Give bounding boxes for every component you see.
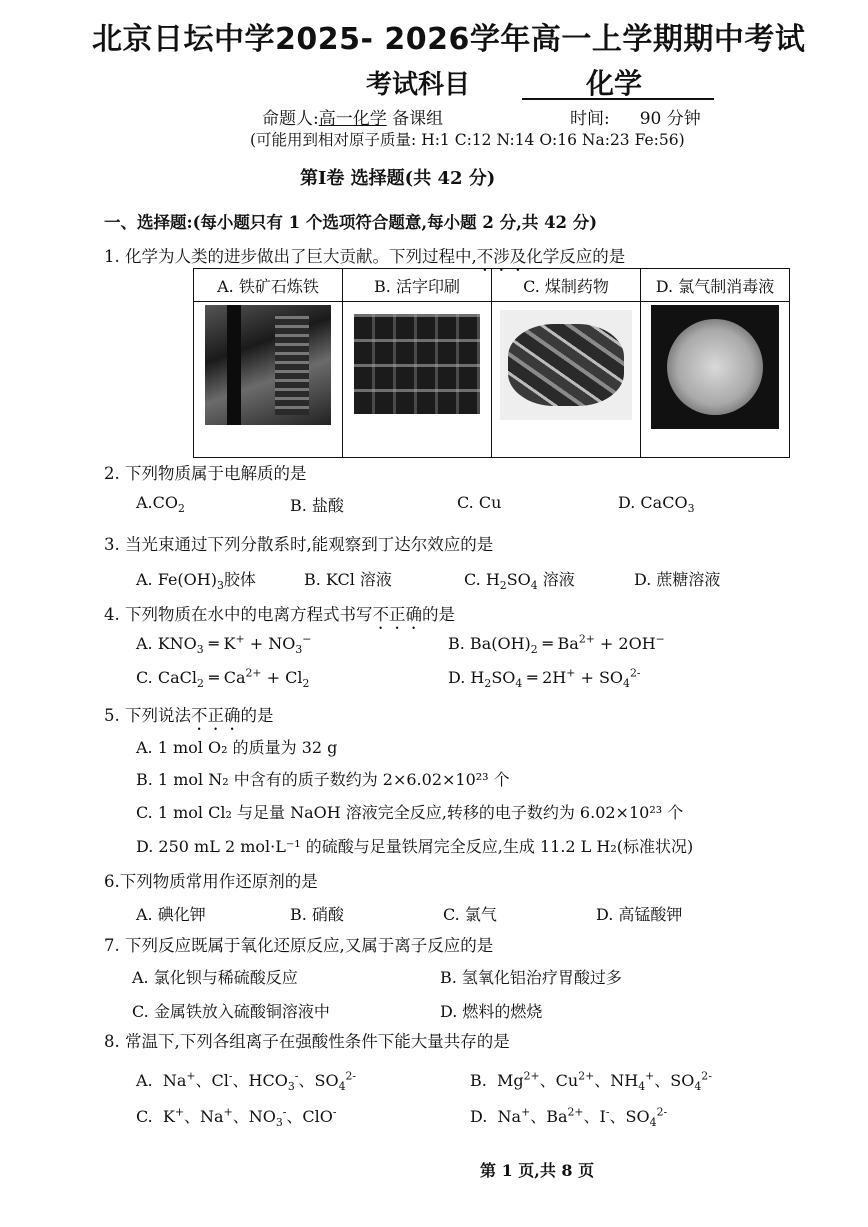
question-8-stem: 8. 常温下,下列各组离子在强酸性条件下能大量共存的是 bbox=[104, 1032, 510, 1051]
question-8-option-d: D. Na+、$Ba^{2+}$、I-、$SO_4^{2-}$ bbox=[470, 1105, 668, 1130]
question-1-image-table bbox=[193, 268, 790, 458]
part-heading: 一、选择题:(每小题只有 1 个选项符合题意,每小题 2 分,共 42 分) bbox=[104, 213, 598, 232]
time-info bbox=[570, 104, 701, 129]
coal-medicine-photo bbox=[500, 310, 632, 420]
stem-text: 化学反应的是 bbox=[526, 247, 626, 266]
question-5-option-d: D. 250 mL 2 mol·L⁻¹ 的硫酸与足量铁屑完全反应,生成 11.2 L H₂(标准状况) bbox=[136, 837, 694, 856]
question-5-option-a: A. 1 mol O₂ 的质量为 32 g bbox=[136, 738, 338, 757]
question-8-option-b: B. $Mg^{2+}$、$Cu^{2+}$、$NH_4^+$、$SO_4^{2-}$ bbox=[470, 1069, 712, 1094]
option-d-image-cell bbox=[641, 302, 790, 458]
subject-value: 化学 bbox=[586, 67, 643, 100]
subject-underline bbox=[522, 98, 714, 100]
question-4-option-a: A. $KNO_3$ ═ $K^+ + NO_3^-$ bbox=[136, 632, 312, 657]
question-6-option-c: C. 氯气 bbox=[443, 905, 497, 924]
question-7-option-a: A. 氯化钡与稀硫酸反应 bbox=[132, 968, 298, 987]
option-b-image-cell bbox=[343, 302, 492, 458]
question-7-option-b: B. 氢氧化铝治疗胃酸过多 bbox=[440, 968, 622, 987]
option-a-label: A. 铁矿石炼铁 bbox=[194, 269, 343, 302]
question-7-option-c: C. 金属铁放入硫酸铜溶液中 bbox=[132, 1002, 330, 1021]
question-4-option-b: B. $Ba(OH)_2$ ═ $Ba^{2+} + 2OH^-$ bbox=[448, 632, 665, 657]
stem-text: 化学为人类的进步做出了巨大贡献。下列过程中, bbox=[125, 247, 477, 266]
stem-text: 的是 bbox=[422, 605, 455, 624]
setter-label: 命题人: bbox=[262, 109, 319, 129]
question-8-option-c: C. K+、Na+、$NO_3^-$、ClO- bbox=[136, 1105, 337, 1130]
question-2-option-d bbox=[618, 493, 695, 516]
stem-text: 5. 下列说法 bbox=[104, 706, 191, 725]
question-3-option-d: D. 蔗糖溶液 bbox=[634, 570, 721, 589]
setter-value: 高一化学 bbox=[318, 109, 387, 129]
option-c-image-cell bbox=[492, 302, 641, 458]
subscript: 4 bbox=[530, 579, 538, 593]
question-5-option-b: B. 1 mol N₂ 中含有的质子数约为 2×6.02×10²³ 个 bbox=[136, 770, 510, 789]
question-6-stem: 6.下列物质常用作还原剂的是 bbox=[104, 872, 318, 891]
time-value: 90 分钟 bbox=[639, 109, 701, 129]
question-6-option-d: D. 高锰酸钾 bbox=[596, 905, 683, 924]
option-text: A.CO bbox=[136, 493, 178, 512]
option-b-label: B. 活字印刷 bbox=[343, 269, 492, 302]
emphasis-text: 不正确 bbox=[191, 706, 241, 725]
option-text: 胶体 bbox=[223, 570, 256, 589]
subscript: 2 bbox=[499, 579, 507, 593]
option-text: 溶液 bbox=[537, 570, 575, 589]
atomic-masses: (可能用到相对原子质量: H:1 C:12 N:14 O:16 Na:23 Fe:56) bbox=[250, 131, 685, 149]
question-7-option-d: D. 燃料的燃烧 bbox=[440, 1002, 543, 1021]
time-label: 时间: bbox=[570, 109, 610, 129]
question-3-stem: 3. 当光束通过下列分散系时,能观察到丁达尔效应的是 bbox=[104, 535, 494, 554]
question-2-option-b: B. 盐酸 bbox=[290, 496, 344, 515]
question-8-option-a: A. Na+、Cl-、$HCO_3^-$、$SO_4^{2-}$ bbox=[136, 1069, 357, 1094]
subscript: 2 bbox=[178, 502, 185, 516]
option-text: A. Fe(OH) bbox=[136, 570, 217, 589]
question-7-stem: 7. 下列反应既属于氧化还原反应,又属于离子反应的是 bbox=[104, 936, 494, 955]
question-3-option-c bbox=[464, 567, 575, 593]
option-a-image-cell bbox=[194, 302, 343, 458]
question-2-option-c: C. Cu bbox=[457, 493, 502, 512]
question-4-option-d: D. $H_2SO_4$ ═ $2H^+ + SO_4^{2-}$ bbox=[448, 666, 641, 691]
subject-label: 考试科目 bbox=[366, 70, 471, 100]
setter-suffix: 备课组 bbox=[386, 109, 444, 129]
option-c-label: C. 煤制药物 bbox=[492, 269, 641, 302]
question-6-option-a: A. 碘化钾 bbox=[136, 905, 206, 924]
emphasis-text: 不正确 bbox=[372, 605, 422, 624]
option-text: D. CaCO bbox=[618, 493, 688, 512]
section-title: 第Ⅰ卷 选择题(共 42 分) bbox=[300, 168, 496, 189]
question-3-option-a bbox=[136, 567, 256, 593]
option-d-label: D. 氯气制消毒液 bbox=[641, 269, 790, 302]
question-4-stem bbox=[104, 601, 455, 633]
question-2-stem: 2. 下列物质属于电解质的是 bbox=[104, 464, 307, 483]
disinfectant-photo bbox=[651, 305, 779, 429]
option-text: SO bbox=[506, 570, 531, 589]
page-footer: 第 1 页,共 8 页 bbox=[480, 1161, 595, 1180]
question-4-option-c: C. CaCl$_2$ ═ $Ca^{2+} + Cl_2$ bbox=[136, 666, 310, 691]
stem-text: 的是 bbox=[240, 706, 274, 725]
setter-info bbox=[262, 104, 443, 129]
option-text: C. H bbox=[464, 570, 500, 589]
exam-title: 北京日坛中学2025- 2026学年高一上学期期中考试 bbox=[92, 22, 806, 57]
subscript: 3 bbox=[687, 502, 695, 516]
question-number: 1. bbox=[104, 247, 120, 266]
question-3-option-b: B. KCl 溶液 bbox=[304, 570, 392, 589]
question-5-stem bbox=[104, 702, 274, 734]
question-5-option-c: C. 1 mol Cl₂ 与足量 NaOH 溶液完全反应,转移的电子数约为 6.02×10²³ 个 bbox=[136, 803, 684, 822]
movable-type-printing-photo bbox=[354, 314, 480, 414]
emphasis-text: 不涉及 bbox=[476, 247, 527, 266]
question-6-option-b: B. 硝酸 bbox=[290, 905, 344, 924]
iron-smelting-photo bbox=[205, 305, 331, 425]
subscript: 3 bbox=[216, 579, 224, 593]
stem-text: 4. 下列物质在水中的电离方程式书写 bbox=[104, 605, 373, 624]
question-2-option-a bbox=[136, 493, 185, 516]
